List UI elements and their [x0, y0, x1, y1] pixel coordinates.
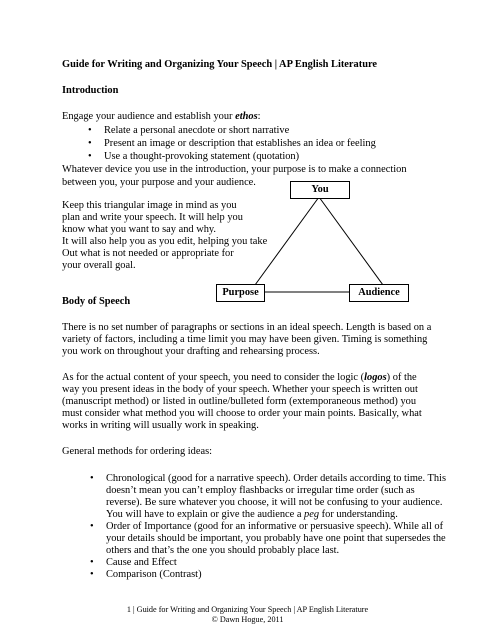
logic-paragraph-line: As for the actual content of your speech, you need to consider the logic (logos) of the — [62, 372, 417, 383]
logos-term: logos — [364, 372, 387, 383]
intro-heading: Introduction — [62, 85, 119, 96]
bullet-dot: • — [90, 569, 94, 580]
methods-heading: General methods for ordering ideas: — [62, 446, 213, 457]
triangle-paragraph-line: your overall goal. — [62, 260, 136, 271]
triangle-paragraph-line: plan and write your speech. It will help you — [62, 212, 243, 223]
diagram-node-you: You — [290, 181, 350, 199]
bullet-dot: • — [90, 473, 94, 484]
device-paragraph-line: between you, your purpose and your audience. — [62, 177, 256, 188]
method-chronological-line: Chronological (good for a narrative speech). Order details according to time. This — [106, 473, 446, 484]
list-item: • Present an image or description that establishes an idea or feeling — [88, 138, 376, 149]
method-importance-line: your details should be important, you probably have one point that supersedes the — [106, 533, 446, 544]
body-paragraph-line: There is no set number of paragraphs or sections in an ideal speech. Length is based on a — [62, 322, 432, 333]
method-chronological-line: You will have to explain or give the audience a peg for understanding. — [106, 509, 398, 520]
logic-paragraph-line: must consider what method you will choose to order your main points. Basically, what — [62, 408, 422, 419]
logic-paragraph-line: way you present ideas in the body of your speech. Whether your speech is written out — [62, 384, 418, 395]
diagram-node-audience: Audience — [349, 284, 409, 302]
body-heading: Body of Speech — [62, 296, 131, 307]
ethos-term: ethos — [235, 111, 258, 122]
body-paragraph-line: variety of factors, including a time limit you may have been given. Timing is something — [62, 334, 428, 345]
peg-term: peg — [304, 509, 320, 520]
diagram-node-purpose: Purpose — [216, 284, 265, 302]
triangle-paragraph-line: Out what is not needed or appropriate for — [62, 248, 234, 259]
intro-lead: Engage your audience and establish your ethos: — [62, 111, 261, 122]
footer-copyright: © Dawn Hogue, 2011 — [211, 615, 284, 624]
document-title: Guide for Writing and Organizing Your Speech | AP English Literature — [62, 59, 378, 70]
method-importance-line: others and that’s the one you should probably place last. — [106, 545, 340, 556]
triangle-edge-right — [319, 197, 383, 285]
footer-line: 1 | Guide for Writing and Organizing Your Speech | AP English Literature — [126, 605, 369, 614]
device-paragraph-line: Whatever device you use in the introduction, your purpose is to make a connection — [62, 164, 407, 175]
list-item: • Relate a personal anecdote or short narrative — [88, 125, 290, 136]
method-cause-effect: Cause and Effect — [106, 557, 177, 568]
triangle-paragraph-line: Keep this triangular image in mind as you — [62, 200, 237, 211]
triangle-paragraph-line: know what you want to say and why. — [62, 224, 217, 235]
triangle-edge-left — [255, 197, 319, 285]
method-chronological-line: reverse). Be sure whatever you choose, it will not be confusing to your audience. — [106, 497, 443, 508]
bullet-dot: • — [90, 557, 94, 568]
method-comparison: Comparison (Contrast) — [106, 569, 202, 580]
triangle-paragraph-line: It will also help you as you edit, helping you take — [62, 236, 268, 247]
method-chronological-line: doesn’t mean you can’t employ flashbacks or irregular time order (such as — [106, 485, 415, 496]
logic-paragraph-line: (manuscript method) or listed in outline/bulleted form (extemporaneous method) you — [62, 396, 417, 407]
body-paragraph-line: you work on throughout your drafting and rehearsing process. — [62, 346, 320, 357]
bullet-dot: • — [90, 521, 94, 532]
logic-paragraph-line: works in writing will usually work in speaking. — [62, 420, 259, 431]
method-importance-line: Order of Importance (good for an informative or persuasive speech). While all of — [106, 521, 444, 532]
list-item: • Use a thought-provoking statement (quotation) — [88, 151, 300, 162]
